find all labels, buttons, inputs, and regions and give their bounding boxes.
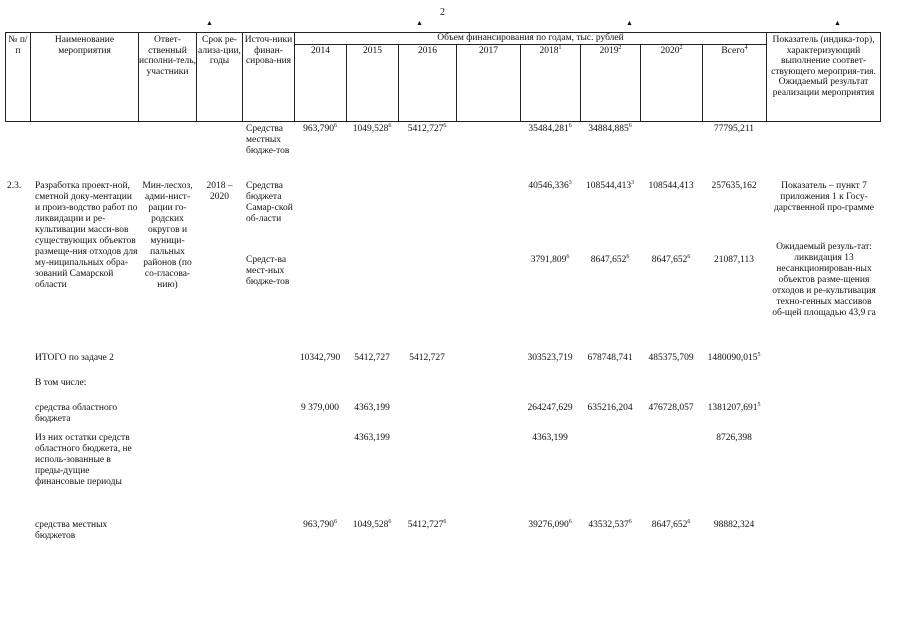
indicator-text: Показатель – пункт 7 приложения 1 к Госу-дарственной про-грамме: [773, 181, 875, 213]
responsible-executor: Мин-лесхоз, адми-нист-рации го-родских округов и муници-пальных районов (по со-гласова-нию): [142, 181, 193, 290]
value-cell: 108544,413: [648, 181, 694, 191]
value-cell: 257635,162: [711, 181, 757, 191]
value-cell: 3791,809$^6$: [530, 254, 570, 265]
year-header: 2020$^2$: [660, 45, 683, 56]
value-cell: 1049,528$^6$: [352, 123, 392, 134]
row-number: 2.3.: [7, 181, 22, 191]
year-header: 2016: [418, 46, 437, 56]
expected-result-text: Ожидаемый резуль-тат: ликвидация 13 несанкционирован-ных объектов разме-щения отходов и ре-культивация техно-генных массивов об-щей площадью 43,9 га: [772, 242, 876, 318]
value-cell: 43532,537$^6$: [588, 519, 632, 530]
value-cell: 1049,528$^6$: [352, 519, 392, 530]
header-volume: Объем финансирования по годам, тыс. рублей: [437, 33, 624, 43]
year-header: Всего$^4$: [721, 45, 748, 56]
value-cell: 8647,652$^6$: [651, 254, 691, 265]
year-header: 2019$^2$: [599, 45, 622, 56]
remains-label: Из них остатки средств областного бюджета, не исполь-зованные в преды-дущие финансовые периоды: [35, 433, 132, 487]
year-header: 2014: [311, 46, 330, 56]
column-marker: ▲: [416, 19, 423, 27]
value-cell: 1381207,691$^5$: [707, 402, 761, 413]
value-cell: 678748,741: [587, 353, 633, 363]
value-cell: 35484,281$^6$: [528, 123, 572, 134]
value-cell: 9 379,000: [301, 403, 339, 413]
value-cell: 4363,199: [354, 433, 390, 443]
column-marker: ▲: [626, 19, 633, 27]
value-cell: 108544,413$^3$: [585, 180, 635, 191]
header-source: Источ-ники финан-сирова-ния: [244, 35, 293, 66]
value-cell: 5412,727$^6$: [407, 123, 447, 134]
year-header: 2015: [363, 46, 382, 56]
source-label: Средства бюджета Самар-ской об-ласти: [246, 181, 293, 224]
page-number: 2: [440, 7, 445, 18]
value-cell: 635216,204: [587, 403, 633, 413]
value-cell: 39276,090$^6$: [528, 519, 572, 530]
header-number: № п/п: [8, 35, 28, 56]
source-label: Средст-ва мест-ных бюдже-тов: [246, 255, 290, 287]
header-name: Наименование мероприятия: [54, 35, 115, 56]
value-cell: 303523,719: [527, 353, 573, 363]
value-cell: 476728,057: [648, 403, 694, 413]
source-label: Средства местных бюдже-тов: [246, 124, 290, 156]
value-cell: 963,790$^6$: [303, 123, 337, 134]
year-header: 2017: [479, 46, 498, 56]
value-cell: 4363,199: [354, 403, 390, 413]
value-cell: 485375,709: [648, 353, 694, 363]
header-indicator: Показатель (индика-тор), характеризующий выполнение соответ-ствующего мероприя-тия. Ожидаемый результат реализации мероприятия: [771, 35, 876, 98]
value-cell: 8726,398: [716, 433, 752, 443]
value-cell: 963,790$^6$: [303, 519, 337, 530]
column-marker: ▲: [206, 19, 213, 27]
value-cell: 1480090,015$^5$: [707, 352, 761, 363]
value-cell: 98882,324: [713, 520, 755, 530]
header-term: Срок ре-ализа-ции, годы: [198, 35, 241, 66]
value-cell: 4363,199: [532, 433, 568, 443]
value-cell: 34884,885$^6$: [588, 123, 632, 134]
value-cell: 40546,336$^3$: [528, 180, 572, 191]
measure-name: Разработка проект-ной, сметной доку-ментации и произ-водство работ по ликвидации и ре-культивации масси-вов существующих объектов размеще-ния отходов для му-ниципальных обра-зований Самарской области: [35, 181, 138, 290]
value-cell: 10342,790: [299, 353, 341, 363]
local-budgets-label: средства местных бюджетов: [35, 520, 108, 541]
total-label: ИТОГО по задаче 2: [35, 353, 114, 363]
value-cell: 21087,113: [713, 255, 755, 265]
including-label: В том числе:: [35, 378, 87, 388]
value-cell: 8647,652$^6$: [651, 519, 691, 530]
implementation-term: 2018 – 2020: [206, 181, 233, 202]
value-cell: 5412,727: [354, 353, 390, 363]
value-cell: 5412,727$^6$: [407, 519, 447, 530]
value-cell: 8647,652$^6$: [590, 254, 630, 265]
header-responsible: Ответ-ственный исполни-тель, участники: [139, 35, 196, 77]
regional-budget-label: средства областного бюджета: [35, 403, 118, 424]
value-cell: 5412,727: [409, 353, 445, 363]
column-marker: ▲: [834, 19, 841, 27]
value-cell: 77795,211: [713, 124, 755, 134]
value-cell: 264247,629: [527, 403, 573, 413]
year-header: 2018$^1$: [539, 45, 562, 56]
